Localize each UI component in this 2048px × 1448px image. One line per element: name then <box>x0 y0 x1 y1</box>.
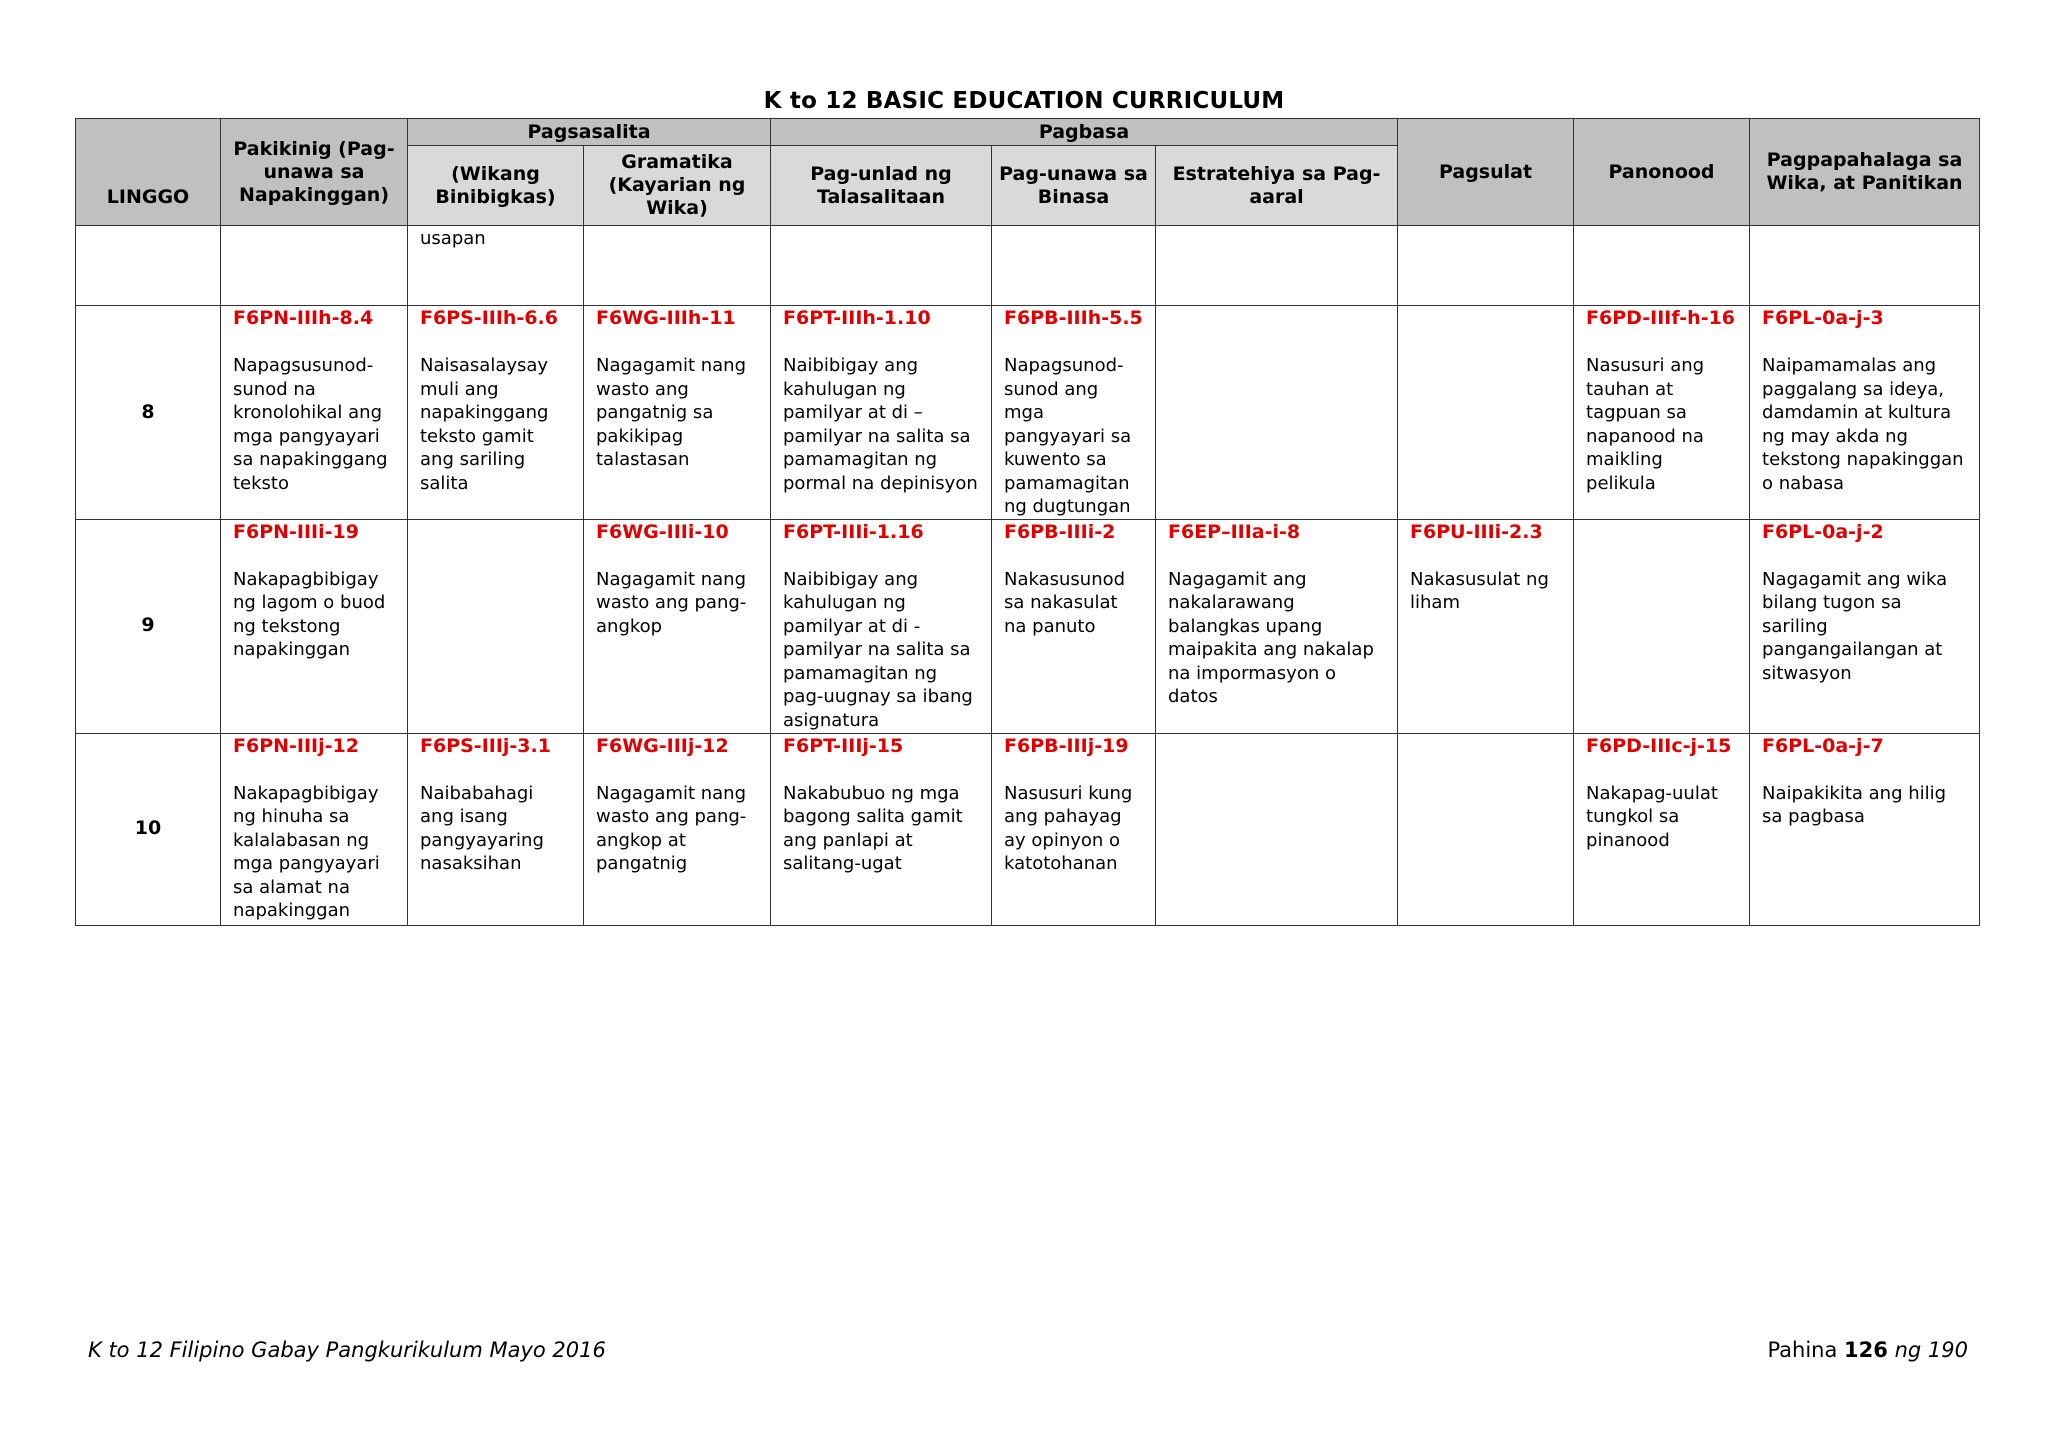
competency-code: F6PB-IIIh-5.5 <box>1004 307 1143 329</box>
competency-cell <box>408 306 584 520</box>
competency-description: Naipamamalas ang paggalang sa ideya, damdamin at kultura ng may akda ng tekstong napakinggan o nabasa <box>1762 355 1964 494</box>
competency-description: Nakasusunod sa nakasulat na panuto <box>1004 568 1126 637</box>
competency-code: F6PS-IIIj-3.1 <box>420 734 551 757</box>
competency-cell <box>1750 226 1980 306</box>
competency-code: F6PL-0a-j-7 <box>1762 734 1884 757</box>
competency-description: Nasusuri ang tauhan at tagpuan sa napanood na maikling pelikula <box>1586 355 1705 494</box>
competency-cell <box>1398 226 1574 306</box>
competency-cell <box>1156 733 1398 925</box>
header-linggo: LINGGO <box>76 119 221 226</box>
competency-code: F6PT-IIIh-1.10 <box>783 307 931 329</box>
header-pagsulat: Pagsulat <box>1398 119 1574 226</box>
competency-description: Naipakikita ang hilig sa pagbasa <box>1762 782 1947 827</box>
footer-document-name: K to 12 Filipino Gabay Pangkurikulum Mayo 2016 <box>88 1338 606 1362</box>
footer-page-number <box>1767 1338 1968 1362</box>
competency-code: F6PB-IIIi-2 <box>1004 520 1116 543</box>
week-number: 8 <box>76 306 221 520</box>
table-row <box>76 519 1980 733</box>
header-pagpapahalaga: Pagpapahalaga sa Wika, at Panitikan <box>1750 119 1980 226</box>
competency-description: Nakabubuo ng mga bagong salita gamit ang panlapi at salitang-ugat <box>783 782 963 874</box>
competency-code: F6PN-IIIi-19 <box>233 520 359 543</box>
competency-cell <box>584 519 771 733</box>
document-title: K to 12 BASIC EDUCATION CURRICULUM <box>763 88 1285 114</box>
competency-cell <box>1398 306 1574 520</box>
competency-description: Naibibigay ang kahulugan ng pamilyar at di - pamilyar na salita sa pamamagitan ng pag-uugnay sa ibang asignatura <box>783 568 973 731</box>
competency-cell <box>408 733 584 925</box>
competency-cell <box>584 306 771 520</box>
competency-description: Nakasusulat ng liham <box>1410 568 1549 613</box>
competency-description: Nakapag-uulat tungkol sa pinanood <box>1586 782 1718 851</box>
competency-code: F6PU-IIIi-2.3 <box>1410 520 1543 543</box>
competency-cell <box>584 226 771 306</box>
competency-description: Naisasalaysay muli ang napakinggang teksto gamit ang sariling salita <box>420 355 549 494</box>
competency-code: F6WG-IIIj-12 <box>596 734 729 757</box>
competency-description: Nagagamit nang wasto ang pang-angkop at pangatnig <box>596 782 747 874</box>
competency-cell <box>992 733 1156 925</box>
curriculum-table <box>75 118 1980 926</box>
table-row <box>76 226 1980 306</box>
header-estratehiya: Estratehiya sa Pag-aaral <box>1156 146 1398 226</box>
competency-cell <box>221 519 408 733</box>
competency-cell <box>992 306 1156 520</box>
competency-cell <box>408 519 584 733</box>
competency-code: F6PL-0a-j-3 <box>1762 307 1884 329</box>
competency-cell <box>408 226 584 306</box>
header-gramatika: Gramatika (Kayarian ng Wika) <box>584 146 771 226</box>
competency-cell <box>1156 519 1398 733</box>
footer-pahina-label: Pahina <box>1767 1338 1838 1362</box>
week-number: 10 <box>76 733 221 925</box>
header-pakikinig: Pakikinig (Pag-unawa sa Napakinggan) <box>221 119 408 226</box>
competency-code: F6PT-IIIi-1.16 <box>783 520 924 543</box>
competency-cell <box>1398 519 1574 733</box>
table-body <box>76 226 1980 926</box>
competency-cell <box>771 306 992 520</box>
competency-cell <box>1750 306 1980 520</box>
competency-code: F6WG-IIIh-11 <box>596 307 736 329</box>
competency-description: Nasusuri kung ang pahayag ay opinyon o katotohanan <box>1004 782 1133 874</box>
competency-cell <box>1398 733 1574 925</box>
footer-ng-label: ng <box>1894 1338 1922 1362</box>
competency-description: Napagsunod-sunod ang mga pangyayari sa kuwento sa pamamagitan ng dugtungan <box>1004 355 1132 517</box>
week-number: 9 <box>76 519 221 733</box>
competency-code: F6PD-IIIc-j-15 <box>1586 734 1732 757</box>
table-row <box>76 733 1980 925</box>
competency-description: Nakapagbibigay ng hinuha sa kalalabasan ng mga pangyayari sa alamat na napakinggan <box>233 782 380 921</box>
competency-cell <box>1574 226 1750 306</box>
competency-cell <box>1156 226 1398 306</box>
header-pag-unawa: Pag-unawa sa Binasa <box>992 146 1156 226</box>
competency-cell <box>992 519 1156 733</box>
competency-cell <box>1156 306 1398 520</box>
table-row <box>76 306 1980 520</box>
competency-cell <box>1574 519 1750 733</box>
competency-code: F6PD-IIIf-h-16 <box>1586 307 1736 329</box>
competency-description: Nagagamit nang wasto ang pang-angkop <box>596 568 747 637</box>
competency-cell <box>221 306 408 520</box>
footer-total-pages: 190 <box>1927 1338 1968 1362</box>
header-pagsasalita: Pagsasalita <box>408 119 771 146</box>
header-pag-unlad: Pag-unlad ng Talasalitaan <box>771 146 992 226</box>
competency-cell <box>992 226 1156 306</box>
competency-description: Nagagamit ang wika bilang tugon sa sariling pangangailangan at sitwasyon <box>1762 568 1948 684</box>
competency-description: Naibabahagi ang isang pangyayaring nasaksihan <box>420 782 544 874</box>
competency-code: F6PN-IIIh-8.4 <box>233 307 374 329</box>
week-number <box>76 226 221 306</box>
competency-description: Nakapagbibigay ng lagom o buod ng tekstong napakinggan <box>233 568 386 660</box>
header-wikang-binibigkas: (Wikang Binibigkas) <box>408 146 584 226</box>
competency-description: Nagagamit nang wasto ang pangatnig sa pakikipag talastasan <box>596 355 746 470</box>
competency-cell <box>771 519 992 733</box>
competency-code: F6PL-0a-j-2 <box>1762 520 1884 543</box>
competency-code: F6PN-IIIj-12 <box>233 734 359 757</box>
competency-code: F6PS-IIIh-6.6 <box>420 307 558 329</box>
competency-code: F6PB-IIIj-19 <box>1004 734 1129 757</box>
competency-cell <box>771 226 992 306</box>
competency-description: Nagagamit ang nakalarawang balangkas upang maipakita ang nakalap na impormasyon o datos <box>1168 568 1374 707</box>
competency-description: Naibibigay ang kahulugan ng pamilyar at di – pamilyar na salita sa pamamagitan ng pormal na depinisyon <box>783 355 978 494</box>
competency-cell <box>771 733 992 925</box>
competency-cell <box>1750 733 1980 925</box>
competency-cell <box>221 226 408 306</box>
competency-description: usapan <box>420 228 486 249</box>
competency-code: F6EP–IIIa-i-8 <box>1168 520 1301 543</box>
header-pagbasa: Pagbasa <box>771 119 1398 146</box>
competency-cell <box>1574 306 1750 520</box>
competency-cell <box>221 733 408 925</box>
header-panonood: Panonood <box>1574 119 1750 226</box>
competency-code: F6PT-IIIj-15 <box>783 734 904 757</box>
competency-cell <box>584 733 771 925</box>
competency-cell <box>1574 733 1750 925</box>
footer-current-page: 126 <box>1844 1338 1888 1362</box>
competency-description: Napagsusunod-sunod na kronolohikal ang mga pangyayari sa napakinggang teksto <box>233 355 388 494</box>
competency-code: F6WG-IIIi-10 <box>596 520 729 543</box>
competency-cell <box>1750 519 1980 733</box>
